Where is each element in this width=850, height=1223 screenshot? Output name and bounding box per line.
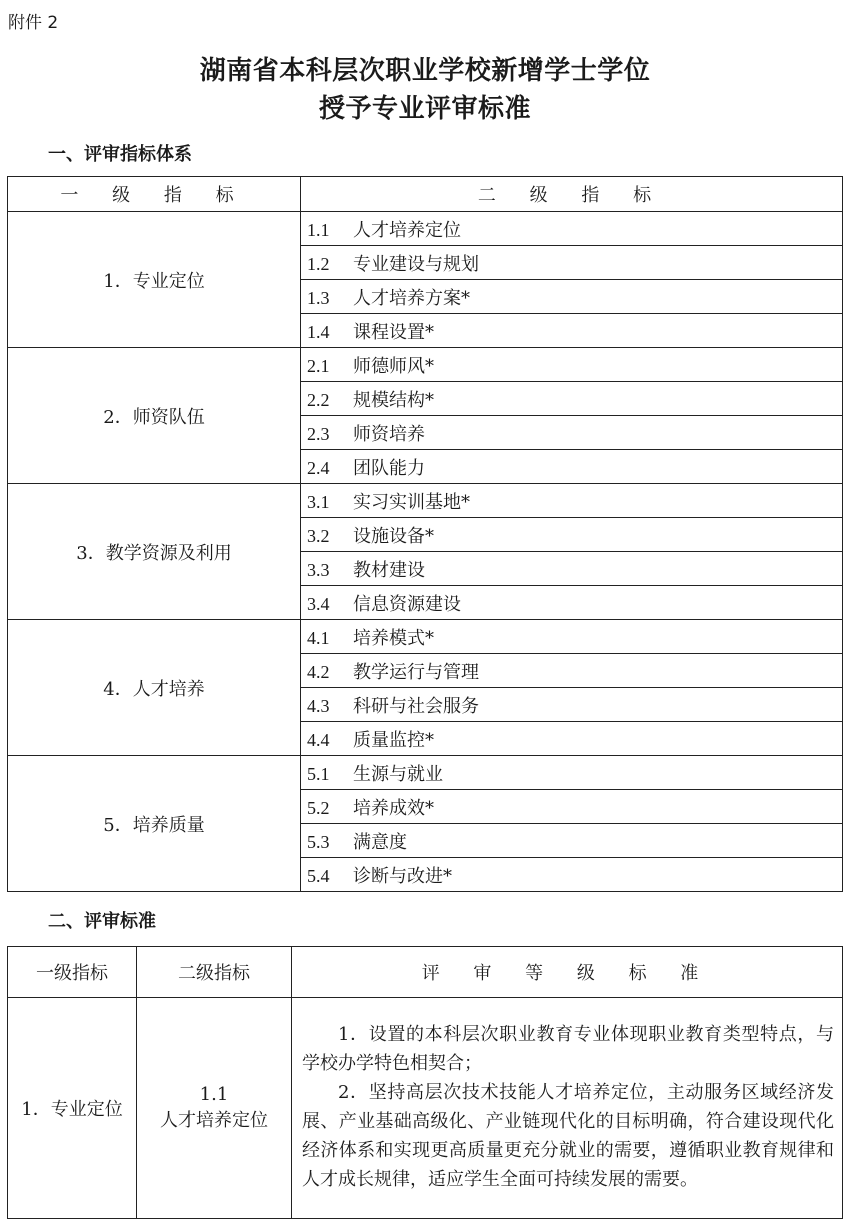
level2-number: 4.4 <box>307 729 330 750</box>
document-title-line1: 湖南省本科层次职业学校新增学士学位 <box>199 56 651 86</box>
table-header-row <box>8 947 843 998</box>
level2-label: 团队能力 <box>353 457 425 479</box>
attachment-label: 附件 2 <box>8 13 59 33</box>
level2-label: 教材建设 <box>353 559 425 581</box>
level2-indicator <box>301 824 843 858</box>
level2-indicator <box>301 416 843 450</box>
level2-label: 实习实训基地* <box>353 491 470 513</box>
table-header-row <box>8 177 843 212</box>
level2-label: 科研与社会服务 <box>353 695 479 717</box>
level2-indicator <box>301 348 843 382</box>
evaluation-standard-table <box>7 946 843 1219</box>
level2-label: 生源与就业 <box>353 763 443 785</box>
level2-indicator <box>301 280 843 314</box>
level2-label: 规模结构* <box>353 389 434 411</box>
level2-number: 3.2 <box>307 525 330 546</box>
section1-heading: 一、评审指标体系 <box>48 144 192 165</box>
level2-number: 2.2 <box>307 389 330 410</box>
section2-heading: 二、评审标准 <box>48 911 156 932</box>
indicator-table-body <box>8 212 843 892</box>
level2-label: 满意度 <box>353 831 407 853</box>
header-col1: 一级指标 <box>8 947 137 998</box>
level2-indicator <box>301 450 843 484</box>
level2-number: 3.1 <box>307 491 330 512</box>
level2-number: 1.3 <box>307 287 330 308</box>
level2-number: 3.4 <box>307 593 330 614</box>
level2-indicator <box>301 756 843 790</box>
table-row <box>8 212 843 246</box>
level2-indicator <box>301 314 843 348</box>
level2-label: 师资培养 <box>353 423 425 445</box>
level2-number: 1.1 <box>307 219 330 240</box>
level2-indicator <box>301 246 843 280</box>
level2-label: 教学运行与管理 <box>353 661 479 683</box>
header-level1: 一 级 指 标 <box>8 177 301 212</box>
level2-number: 2.1 <box>307 355 330 376</box>
level2-indicator <box>301 654 843 688</box>
level2-indicator <box>301 586 843 620</box>
row-level2-text: 人才培养定位 <box>160 1110 268 1131</box>
level1-indicator: 1．专业定位 <box>8 212 301 348</box>
standard-paragraph: 2．坚持高层次技术技能人才培养定位，主动服务区域经济发展、产业基础高级化、产业链现代化的目标明确，符合建设现代化经济体系和实现更高质量更充分就业的需要，遵循职业教育规律和人才成长规律，适应学生全面可持续发展的需要。 <box>302 1082 834 1190</box>
level2-indicator <box>301 484 843 518</box>
level2-label: 人才培养方案* <box>353 287 470 309</box>
level2-indicator <box>301 722 843 756</box>
level2-number: 2.4 <box>307 457 330 478</box>
level2-label: 培养模式* <box>353 627 434 649</box>
level2-label: 质量监控* <box>353 729 434 751</box>
level1-indicator: 3．教学资源及利用 <box>8 484 301 620</box>
standard-paragraph: 1．设置的本科层次职业教育专业体现职业教育类型特点，与学校办学特色相契合； <box>302 1024 834 1074</box>
row-standard <box>292 998 843 1219</box>
level2-indicator <box>301 552 843 586</box>
row-level1: 1．专业定位 <box>8 998 137 1219</box>
level2-label: 设施设备* <box>353 525 434 547</box>
level2-number: 3.3 <box>307 559 330 580</box>
level2-number: 1.2 <box>307 253 330 274</box>
level2-number: 2.3 <box>307 423 330 444</box>
header-col3: 评 审 等 级 标 准 <box>292 947 843 998</box>
level2-indicator <box>301 688 843 722</box>
level2-label: 专业建设与规划 <box>353 253 479 275</box>
level2-indicator <box>301 790 843 824</box>
level2-indicator <box>301 518 843 552</box>
level2-number: 5.2 <box>307 797 330 818</box>
table-row <box>8 620 843 654</box>
level2-number: 1.4 <box>307 321 330 342</box>
header-level2: 二 级 指 标 <box>301 177 843 212</box>
level1-indicator: 2．师资队伍 <box>8 348 301 484</box>
level2-label: 信息资源建设 <box>353 593 461 615</box>
table-row <box>8 484 843 518</box>
row-level2-num: 1.1 <box>199 1084 229 1105</box>
header-col2: 二级指标 <box>137 947 292 998</box>
row-level2 <box>137 998 292 1219</box>
level2-indicator <box>301 620 843 654</box>
level1-indicator: 5．培养质量 <box>8 756 301 892</box>
table-row <box>8 348 843 382</box>
level2-number: 4.3 <box>307 695 330 716</box>
indicator-system-table <box>7 176 843 892</box>
table-row <box>8 998 843 1219</box>
level2-label: 诊断与改进* <box>353 865 452 887</box>
level2-indicator <box>301 212 843 246</box>
level2-number: 5.3 <box>307 831 330 852</box>
level2-label: 师德师风* <box>353 355 434 377</box>
level1-indicator: 4．人才培养 <box>8 620 301 756</box>
level2-number: 5.4 <box>307 865 330 886</box>
level2-indicator <box>301 382 843 416</box>
level2-label: 培养成效* <box>353 797 434 819</box>
table-row <box>8 756 843 790</box>
level2-indicator <box>301 858 843 892</box>
level2-number: 4.1 <box>307 627 330 648</box>
document-title-line2: 授予专业评审标准 <box>318 94 531 124</box>
level2-number: 5.1 <box>307 763 330 784</box>
level2-label: 课程设置* <box>353 321 434 343</box>
level2-label: 人才培养定位 <box>353 219 461 241</box>
level2-number: 4.2 <box>307 661 330 682</box>
